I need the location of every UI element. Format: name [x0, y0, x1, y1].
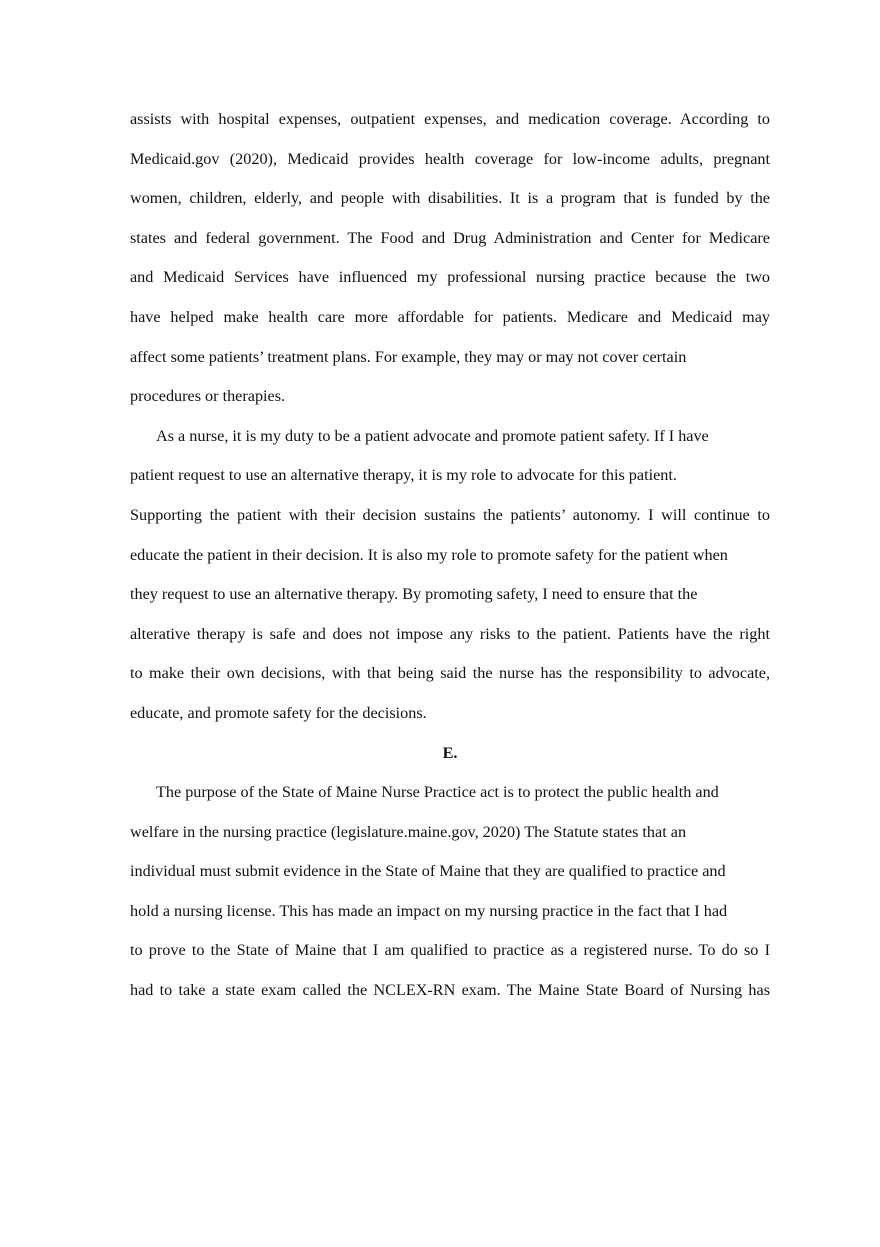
paragraph-1-line-7: affect some patients’ treatment plans. For example, they may or may not cover certain [130, 347, 687, 366]
paragraph-1-line-6: have helped make health care more affordable for patients. Medicare and Medicaid may [130, 307, 770, 326]
paragraph-1-line-2: Medicaid.gov (2020), Medicaid provides health coverage for low-income adults, pregnant [130, 149, 770, 168]
paragraph-2-line-6: alterative therapy is safe and does not impose any risks to the patient. Patients have the right [130, 624, 770, 643]
paragraph-3 [130, 773, 770, 1011]
paragraph-2-line-2: patient request to use an alternative therapy, it is my role to advocate for this patient. [130, 466, 677, 485]
paragraph-3-line-3: individual must submit evidence in the State of Maine that they are qualified to practice and [130, 862, 726, 881]
paragraph-2-line-4: educate the patient in their decision. It is also my role to promote safety for the patient when [130, 545, 728, 564]
paragraph-1-line-5: and Medicaid Services have influenced my professional nursing practice because the two [130, 268, 770, 287]
paragraph-3-line-1: The purpose of the State of Maine Nurse Practice act is to protect the public health and [156, 783, 719, 802]
paragraph-3-line-2: welfare in the nursing practice (legislature.maine.gov, 2020) The Statute states that an [130, 822, 687, 841]
document-body [130, 100, 770, 1011]
paragraph-2-line-7: to make their own decisions, with that being said the nurse has the responsibility to advocate, [130, 664, 770, 683]
paragraph-2 [130, 417, 770, 734]
section-heading: E. [442, 743, 458, 762]
paragraph-2-line-8: educate, and promote safety for the decisions. [130, 703, 427, 722]
paragraph-1-line-1: assists with hospital expenses, outpatient expenses, and medication coverage. According to [130, 110, 770, 128]
paragraph-2-line-1: As a nurse, it is my duty to be a patient advocate and promote patient safety. If I have [156, 426, 709, 445]
paragraph-3-line-4: hold a nursing license. This has made an impact on my nursing practice in the fact that I had [130, 901, 728, 920]
paragraph-3-line-6: had to take a state exam called the NCLEX-RN exam. The Maine State Board of Nursing has [130, 981, 770, 1000]
paragraph-1-line-4: states and federal government. The Food and Drug Administration and Center for Medicare [130, 228, 770, 247]
paragraph-2-line-5: they request to use an alternative therapy. By promoting safety, I need to ensure that the [130, 585, 698, 604]
paragraph-3-line-5: to prove to the State of Maine that I am qualified to practice as a registered nurse. To do so I [130, 941, 770, 960]
paragraph-1-line-3: women, children, elderly, and people with disabilities. It is a program that is funded by the [130, 189, 770, 208]
paragraph-1-line-8: procedures or therapies. [130, 387, 286, 406]
paragraph-1 [130, 100, 770, 417]
paragraph-2-line-3: Supporting the patient with their decision sustains the patients’ autonomy. I will continue to [130, 505, 770, 524]
